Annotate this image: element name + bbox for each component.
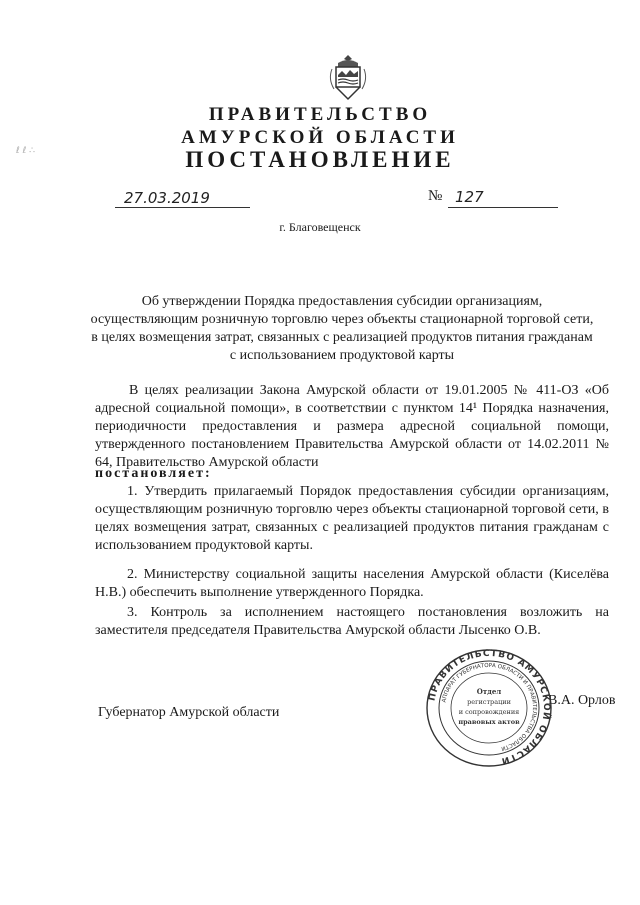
signer-name: В.А. Орлов bbox=[548, 693, 616, 708]
decree-item-2: 2. Министерству социальной защиты населения Амурской области (Киселёва Н.В.) обеспечить выполнение утвержденного Порядка. bbox=[95, 567, 609, 600]
government-name-line2: АМУРСКОЙ ОБЛАСТИ bbox=[181, 127, 459, 148]
stamp-center-line2: регистрации bbox=[467, 698, 511, 706]
number-label: № bbox=[428, 188, 443, 204]
number-underline bbox=[448, 207, 558, 208]
date-underline bbox=[115, 207, 250, 208]
official-stamp bbox=[424, 648, 554, 768]
coat-of-arms-icon bbox=[326, 53, 370, 103]
decree-word: постановляет: bbox=[95, 466, 212, 481]
decree-item-3: 3. Контроль за исполнением настоящего постановления возложить на заместителя председателя Правительства Амурской области Лысенко О.В. bbox=[95, 605, 609, 638]
government-name-line1: ПРАВИТЕЛЬСТВО bbox=[208, 104, 432, 125]
document-date: 27.03.2019 bbox=[124, 189, 210, 207]
stamp-outer-text: ПРАВИТЕЛЬСТВО АМУРСКОЙ ОБЛАСТИ bbox=[427, 648, 552, 766]
stamp-inner-text: АППАРАТ ГУБЕРНАТОРА ОБЛАСТИ И ПРАВИТЕЛЬСТВА ОБЛАСТИ bbox=[441, 662, 538, 752]
stamp-center-line3: и сопровождения bbox=[458, 708, 520, 716]
preamble-paragraph: В целях реализации Закона Амурской области от 19.01.2005 № 411-ОЗ «Об адресной социальной помощи», в соответствии с пунктом 14¹ Порядка назначения, периодичности предоставления и размера адресной социальной помощи, утвержденного постановлением Правительства Амурской области от 14.02.2011 № 64, Правительство Амурской области bbox=[95, 383, 609, 470]
decree-item-1: 1. Утвердить прилагаемый Порядок предоставления субсидии организациям, осуществляющим розничную торговлю через объекты стационарной торговой сети, в целях возмещения затрат, связанных с реализацией продуктов питания гражданам с использованием продуктовой карты. bbox=[95, 484, 609, 553]
stamp-center-line4: правовых актов bbox=[458, 718, 520, 726]
city: г. Благовещенск bbox=[279, 220, 361, 234]
signer-position: Губернатор Амурской области bbox=[98, 705, 280, 720]
document-title: Об утверждении Порядка предоставления субсидии организациям, осуществляющим розничную торговлю через объекты стационарной торговой сети, в целях возмещения затрат, связанных с реализацией продуктов питания гражданам с использованием продуктовой карты bbox=[90, 294, 594, 363]
margin-scribble: ℓ ℓ ∴ bbox=[16, 146, 35, 156]
stamp-center-line1: Отдел bbox=[476, 687, 502, 696]
document-type: ПОСТАНОВЛЕНИЕ bbox=[185, 147, 455, 172]
document-number: 127 bbox=[455, 188, 484, 206]
